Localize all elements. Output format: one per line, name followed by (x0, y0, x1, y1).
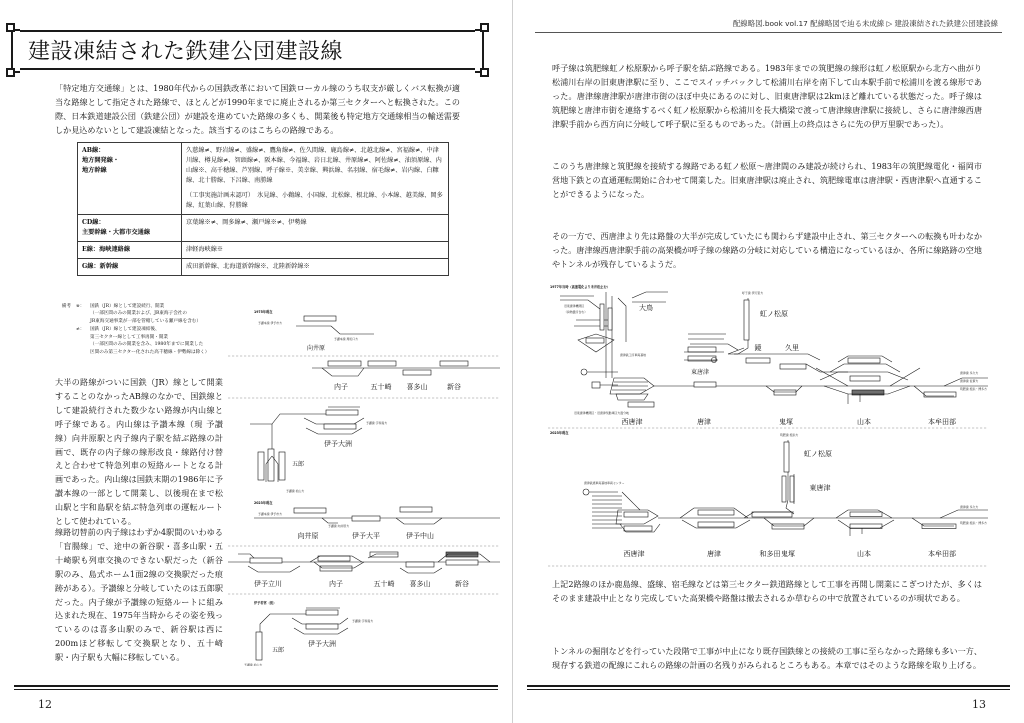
title-corner-top-left (6, 23, 15, 32)
station-label: 向井原 (306, 345, 326, 352)
station-label: 久里 (785, 344, 799, 352)
right-paragraph-4: 上記2路線のほか鹿島線、盛線、宿毛線などは第三セクター鉄道路線として工事を再開し開業にこぎつけたが、多くはそのまま建設中止となり完成していた高架橋や路盤は撤去されるか草むらの中で放置されているのが現状である。 (552, 579, 982, 603)
footnote-line: JR東海交通事業が一部を管轄している瀬戸線を含む） (90, 318, 201, 324)
footnote-mark: ※： (76, 304, 85, 309)
row-key-e (78, 242, 182, 259)
station-label: 五郎 (291, 461, 305, 468)
line-direction-label: 筑肥線 姪浜・博多方 (960, 521, 987, 525)
left-footer-rule-thin (14, 689, 498, 690)
diagram-svg-2023 (228, 486, 500, 666)
key-line: G線：新幹線 (82, 263, 119, 271)
row-key-g (78, 259, 182, 276)
diagram-year-label: 1975年現在 (254, 310, 273, 314)
left-page-number: 12 (38, 698, 52, 711)
key-line: 地方幹線 (82, 167, 107, 175)
station-label: 西唐津 (621, 418, 643, 426)
footnote-line: 第三セクター線として工事再開・開業 (90, 334, 169, 340)
key-line: 地方開発線・ (82, 157, 120, 165)
diagram-yobuko-1977 (548, 282, 988, 435)
station-label: 本牟田部 (928, 550, 956, 558)
station-label: 伊予立川 (254, 580, 282, 588)
line-direction-label: 予讃線 松山方 (244, 663, 263, 666)
station-label: 伊予中山 (406, 532, 434, 540)
page-title: 建設凍結された鉄建公団建設線 (28, 39, 344, 65)
diagram-svg-1977 (548, 282, 988, 430)
intro-paragraph: 「特定地方交通線」とは、1980年代からの国鉄改革において国鉄ローカル線のうち収支が厳しくバス転換が適当な路線として指定された路線で、ほとんどが1990年までに廃止されるか第三セクターへと転換された。この際、日本鉄道建設公団（鉄建公団）が建設を進めていた路線の多くも、開業後も特定地方交通線相当の輸送需要しか見込めないとして建設凍結となった。該当するのはこちらの路線である。 (55, 83, 460, 135)
diagram-year-label: 2023年現在 (550, 431, 569, 435)
diagram-yobuko-2023 (548, 428, 988, 573)
line-direction-label: 唐津線 多久方 (960, 371, 979, 375)
value-main: 津軽海峡線※ (186, 246, 224, 254)
station-label: 内子 (329, 580, 343, 588)
line-direction-label: 筑肥線 姪浜方 (780, 433, 799, 437)
station-label: 唐津 (707, 550, 721, 558)
diagram-svg-1975 (228, 306, 500, 484)
table-row (78, 242, 449, 259)
left-footer-rule-thick (14, 685, 498, 687)
footnote-line: （一部区間のみの開業を含み、1980年までに開業した (90, 342, 204, 348)
diagram-uchiko-1975 (228, 306, 500, 489)
footnote-lead: 備考 (61, 304, 71, 309)
station-label: 大鳥 (639, 304, 653, 312)
note-label: 旧東唐津機関区 (564, 304, 585, 308)
title-corner-top-right (480, 23, 489, 32)
right-footer-rule-thin (527, 689, 1010, 690)
station-label: 鏡 (754, 344, 762, 352)
line-direction-label: 唐津線 多久方 (960, 505, 979, 509)
table-row (78, 259, 449, 276)
signal-station-label: 伊予若宮（仮） (254, 601, 277, 605)
table-body (78, 143, 449, 276)
station-label: 五十崎 (373, 580, 395, 588)
footnote-spacer (56, 326, 76, 356)
right-paragraph-2: このうち唐津線と筑肥線を接続する線路である虹ノ松原〜唐津間のみ建設が続けられ、1983年の筑肥線電化・福岡市営地下鉄との直通運転開始に合わせて開業した。旧東唐津駅は廃止され、筑肥線電車は唐津駅・西唐津駅へ直通することができるようになった。 (552, 161, 982, 199)
table-row (78, 143, 449, 215)
station-label: 新谷 (447, 383, 461, 391)
station-label: 東唐津 (809, 484, 831, 492)
diagram-uchiko-2023 (228, 486, 500, 671)
row-key-ab (78, 143, 182, 215)
station-label: 鬼塚 (779, 418, 793, 426)
footnote-line: （一部区間のみの開業および、JR東海子会社の (90, 311, 187, 317)
note-label: 旧東唐津機関区・旧唐津気動車区方面分岐 (574, 411, 629, 415)
note-label: 唐津鉄工所車両基地 (620, 353, 647, 357)
station-label: 五十崎 (370, 383, 392, 391)
note-label: 唐津鉄道車両基地車両センター (584, 481, 625, 485)
line-direction-label: 予讃線 宇和島方 (366, 421, 388, 425)
right-paragraph-5: トンネルの掘削などを行っていた段階で工事が中止になり既存国鉄線との接続の工事に至らなかった路線も多い一方、現存する鉄道の配線にこれらの路線の計画の名残りがみられるところもある。本章ではそのような路線を取り上げる。 (552, 646, 982, 670)
footnote-text (90, 303, 201, 325)
station-label: 鬼塚 (781, 550, 795, 558)
line-direction-label: 予讃線 宇和島方 (352, 619, 374, 623)
station-label: 喜多山 (409, 580, 431, 588)
station-label: 伊予大洲 (324, 440, 352, 448)
station-label: 本牟田部 (928, 418, 956, 426)
note-label: （貨物扱所含む） (564, 310, 588, 314)
footnote-text (90, 326, 209, 356)
line-direction-label: 予讃線 松山方 (286, 489, 305, 493)
title-corner-bottom-right (480, 68, 489, 77)
right-paragraph-1: 呼子線は筑肥線虹ノ松原駅から呼子駅を結ぶ路線である。1983年までの筑肥線の線形は虹ノ松原駅から北方へ曲がり松浦川右岸の旧東唐津駅に至り、ここでスイッチバックして松浦川右岸を南下して山本駅手前で松浦川を渡る線形であった。唐津線唐津駅が唐津市街のほぼ中央にあるのに対し、旧東唐津駅は2kmほど離れている状態だった。呼子線は筑肥線と唐津市街を連絡するべく虹ノ松原駅から松浦川を長大橋梁で渡って唐津線唐津駅に接続し、さらに唐津線西唐津駅手前から西方向に分岐して呼子駅に至るものであった。（計画上の終点はさらに先の伊万里駅であった）。 (552, 63, 982, 129)
station-label: 山本 (857, 550, 871, 558)
station-label: 向井原 (297, 532, 319, 540)
row-value-e (182, 242, 449, 259)
station-label: 山本 (857, 418, 871, 426)
line-direction-label: 予讃本線 周桁口方 (334, 337, 359, 341)
footnote-line: 区間のみ第三セクター化された高千穂線・伊勢線は除く） (90, 349, 210, 355)
line-category-table (77, 142, 449, 276)
station-label: 虹ノ松原 (804, 450, 832, 458)
key-line: E線：海峡連絡線 (82, 246, 131, 254)
row-key-cd (78, 215, 182, 242)
line-direction-label: 予讃本線 伊予市方 (258, 512, 283, 516)
right-page-number: 13 (972, 698, 986, 711)
line-direction-label: 筑肥線 姪浜・博多方 (960, 387, 987, 391)
line-direction-label: 呼子線 伊万里方 (742, 291, 764, 295)
chapter-title-banner (14, 30, 481, 70)
station-label: 西唐津 (623, 550, 645, 558)
value-main: 成田新幹線、北海道新幹線※、北陸新幹線※ (186, 263, 310, 271)
station-label: 東唐津 (690, 369, 710, 376)
line-direction-label: 唐津線 佐賀方 (960, 379, 979, 383)
line-direction-label: 予讃本線 伊予市方 (258, 321, 283, 325)
station-label: 五郎 (271, 647, 285, 654)
diagram-svg-2023-right (548, 428, 988, 568)
header-rule (535, 32, 1002, 33)
diagram-year-label: 2023年現在 (254, 501, 273, 505)
footnote-mark: ≠： (76, 327, 85, 333)
station-label: 伊予大洲 (308, 640, 336, 648)
table-row (78, 215, 449, 242)
right-paragraph-3: その一方で、西唐津より先は路盤の大半が完成していたにも関わらず建設中止され、第三セクターへの転換も叶わなかった。唐津線西唐津駅手前の高架橋が呼子線の線路の分岐に対応している構造になっているほか、各所に線路跡の空地やトンネルが残存しているようだ。 (552, 231, 982, 269)
station-label: 伊予大平 (352, 532, 380, 540)
value-main: 久慈線≠、野岩線≠、盛線≠、鷹角線≠、佐久間線、鹿島線≠、北越北線≠、宮福線≠、中津川線、樽見線≠、智頭線≠、阪本線、今福線、岩日北線、井原線≠、阿佐線≠、油須原線、内山線※、高千穂線、芦別線、呼子線※、美幸線、興浜線、名羽線、宿毛線≠、岩内線、白糠線、北十勝線、下呂線、南勝線 (186, 147, 442, 185)
station-label: 内子 (334, 383, 348, 391)
row-value-ab (182, 143, 449, 215)
station-label: 和多田 (759, 550, 781, 558)
station-label: 新谷 (455, 580, 469, 588)
value-sub: （工事実施計画未認可） 氷見線、小鵜線、小国線、北松線、根北線、小本線、越美線、岡多線、紅葉山線、狩勝線 (186, 192, 443, 210)
footnote-line: 国鉄（JR）線として建設凍結後、 (90, 327, 160, 333)
row-value-cd (182, 215, 449, 242)
left-paragraph-3: 線路切替前の内子線はわずか4駅間のいわゆる「盲腸線」で、途中の新谷駅・喜多山駅・五十崎駅も列車交換のできない駅だった（新谷駅のみ、島式ホーム1面2線の交換駅だった痕跡がある）。予讃線と分岐していたのは五郎駅だった。内子線が予讃線の短絡ルートに組み込まれた現在、1975年当時からその姿を残っているのは喜多山駅のみで、新谷駅は西に200mほど移転して交換駅となり、五十崎駅・内子駅も大幅に移転している。 (55, 527, 223, 663)
left-paragraph-2: 大半の路線がついに国鉄（JR）線として開業することのなかったAB線のなかで、国鉄線として建設続行された数少ない路線が内山線と呼子線である。内山線は予讃本線（現 予讃線）向井原駅と内子線内子駅を結ぶ路線の計画で、既存の内子線の線形改良・線路付け替えと合わせて特急列車の短絡ルートとなる計画であった。内山線は国鉄末期の1986年に予讃本線の一部として開業し、以後現在まで松山駅と宇和島駅を結ぶ特急列車の運転ルートとして使われている。 (55, 377, 223, 527)
running-header: 配線略図.book vol.17 配線略図で辿る未成線 ▷ 建設凍結された鉄建公団建設線 (732, 19, 998, 28)
footnote-line: 国鉄（JR）線として建設続行、開業 (90, 304, 165, 309)
station-label: 喜多山 (406, 383, 428, 391)
station-label: 唐津 (697, 418, 711, 426)
value-main: 京葉線※≠、岡多線≠、瀬戸線※≠、伊勢線 (186, 219, 307, 227)
title-corner-bottom-left (6, 68, 15, 77)
row-value-g (182, 259, 449, 276)
key-line: CD線： (82, 219, 105, 227)
right-footer-rule-thick (527, 685, 1010, 687)
station-label: 虹ノ松原 (760, 310, 788, 318)
key-line: 主要幹線・大都市交通線 (82, 229, 151, 237)
key-line: AB線： (82, 147, 105, 154)
line-direction-label: 予讃線 向井原方 (328, 524, 350, 528)
diagram-year-label: 1977年当時（高速電化より未井松止む） (550, 285, 610, 289)
